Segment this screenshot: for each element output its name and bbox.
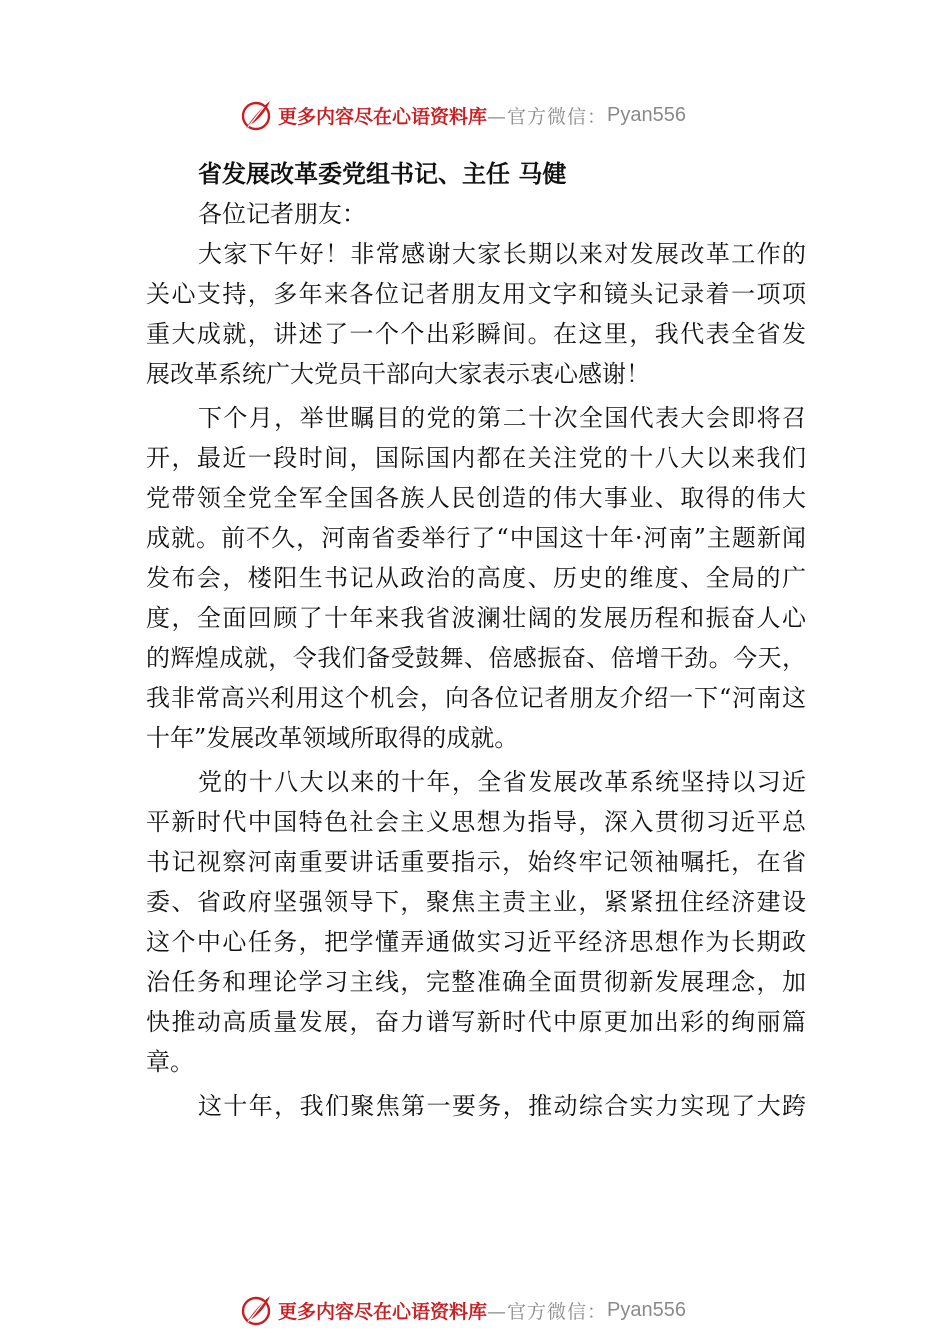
text-line: 我非常高兴利用这个机会，向各位记者朋友介绍一下“河南这 <box>146 684 806 712</box>
text-line: 委、省政府坚强领导下，聚焦主责主业，紧紧扭住经济建设 <box>146 888 806 916</box>
text-line: 成就。前不久，河南省委举行了“中国这十年·河南”主题新闻 <box>146 524 806 552</box>
text-line: 重大成就，讲述了一个个出彩瞬间。在这里，我代表全省发 <box>146 320 806 348</box>
text-line: 党带领全党全军全国各族人民创造的伟大事业、取得的伟大 <box>146 484 806 512</box>
text-line: 这十年，我们聚焦第一要务，推动综合实力实现了大跨 <box>198 1092 806 1120</box>
text-line: 开，最近一段时间，国际国内都在关注党的十八大以来我们 <box>146 444 806 472</box>
text-line: 平新时代中国特色社会主义思想为指导，深入贯彻习近平总 <box>146 808 806 836</box>
text-line: 大家下午好！非常感谢大家长期以来对发展改革工作的 <box>198 240 806 268</box>
watermark-title: 更多内容尽在心语资料库 <box>278 1300 488 1323</box>
text-line: 快推动高质量发展，奋力谱写新时代中原更加出彩的绚丽篇 <box>146 1008 806 1036</box>
text-line: 展改革系统广大党员干部向大家表示衷心感谢！ <box>146 360 650 388</box>
text-line: 这个中心任务，把学懂弄通做实习近平经济思想作为长期政 <box>146 928 806 956</box>
text-line: 章。 <box>146 1048 194 1076</box>
watermark-title: 更多内容尽在心语资料库 <box>278 105 488 128</box>
text-line: 关心支持，多年来各位记者朋友用文字和镜头记录着一项项 <box>146 280 806 308</box>
text-line: 发布会，楼阳生书记从政治的高度、历史的维度、全局的广 <box>146 564 806 592</box>
text-line: 度，全面回顾了十年来我省波澜壮阔的发展历程和振奋人心 <box>146 604 806 632</box>
text-line: 书记视察河南重要讲话重要指示，始终牢记领袖嘱托，在省 <box>146 848 806 876</box>
text-line: 下个月，举世瞩目的党的第二十次全国代表大会即将召 <box>198 404 806 432</box>
text-line: 党的十八大以来的十年，全省发展改革系统坚持以习近 <box>198 768 806 796</box>
watermark-wechat-label: —官方微信： <box>487 105 608 128</box>
body-text <box>146 234 806 1126</box>
feather-logo-icon <box>238 97 274 133</box>
document-body <box>146 154 806 1126</box>
watermark-banner-top <box>0 93 950 137</box>
watermark-wechat-id: Pyan556 <box>607 1298 686 1321</box>
text-line: 十年”发展改革领域所取得的成就。 <box>146 724 519 752</box>
watermark-wechat-id: Pyan556 <box>607 103 686 126</box>
watermark-banner-bottom <box>0 1288 950 1332</box>
speaker-title: 省发展改革委党组书记、主任 马健 <box>198 159 567 188</box>
feather-logo-icon <box>238 1292 274 1328</box>
greeting: 各位记者朋友： <box>198 200 366 228</box>
text-line: 治任务和理论学习主线，完整准确全面贯彻新发展理念，加 <box>146 968 806 996</box>
watermark-wechat-label: —官方微信： <box>487 1300 608 1323</box>
text-line: 的辉煌成就，令我们备受鼓舞、倍感振奋、倍增干劲。今天， <box>146 644 806 672</box>
